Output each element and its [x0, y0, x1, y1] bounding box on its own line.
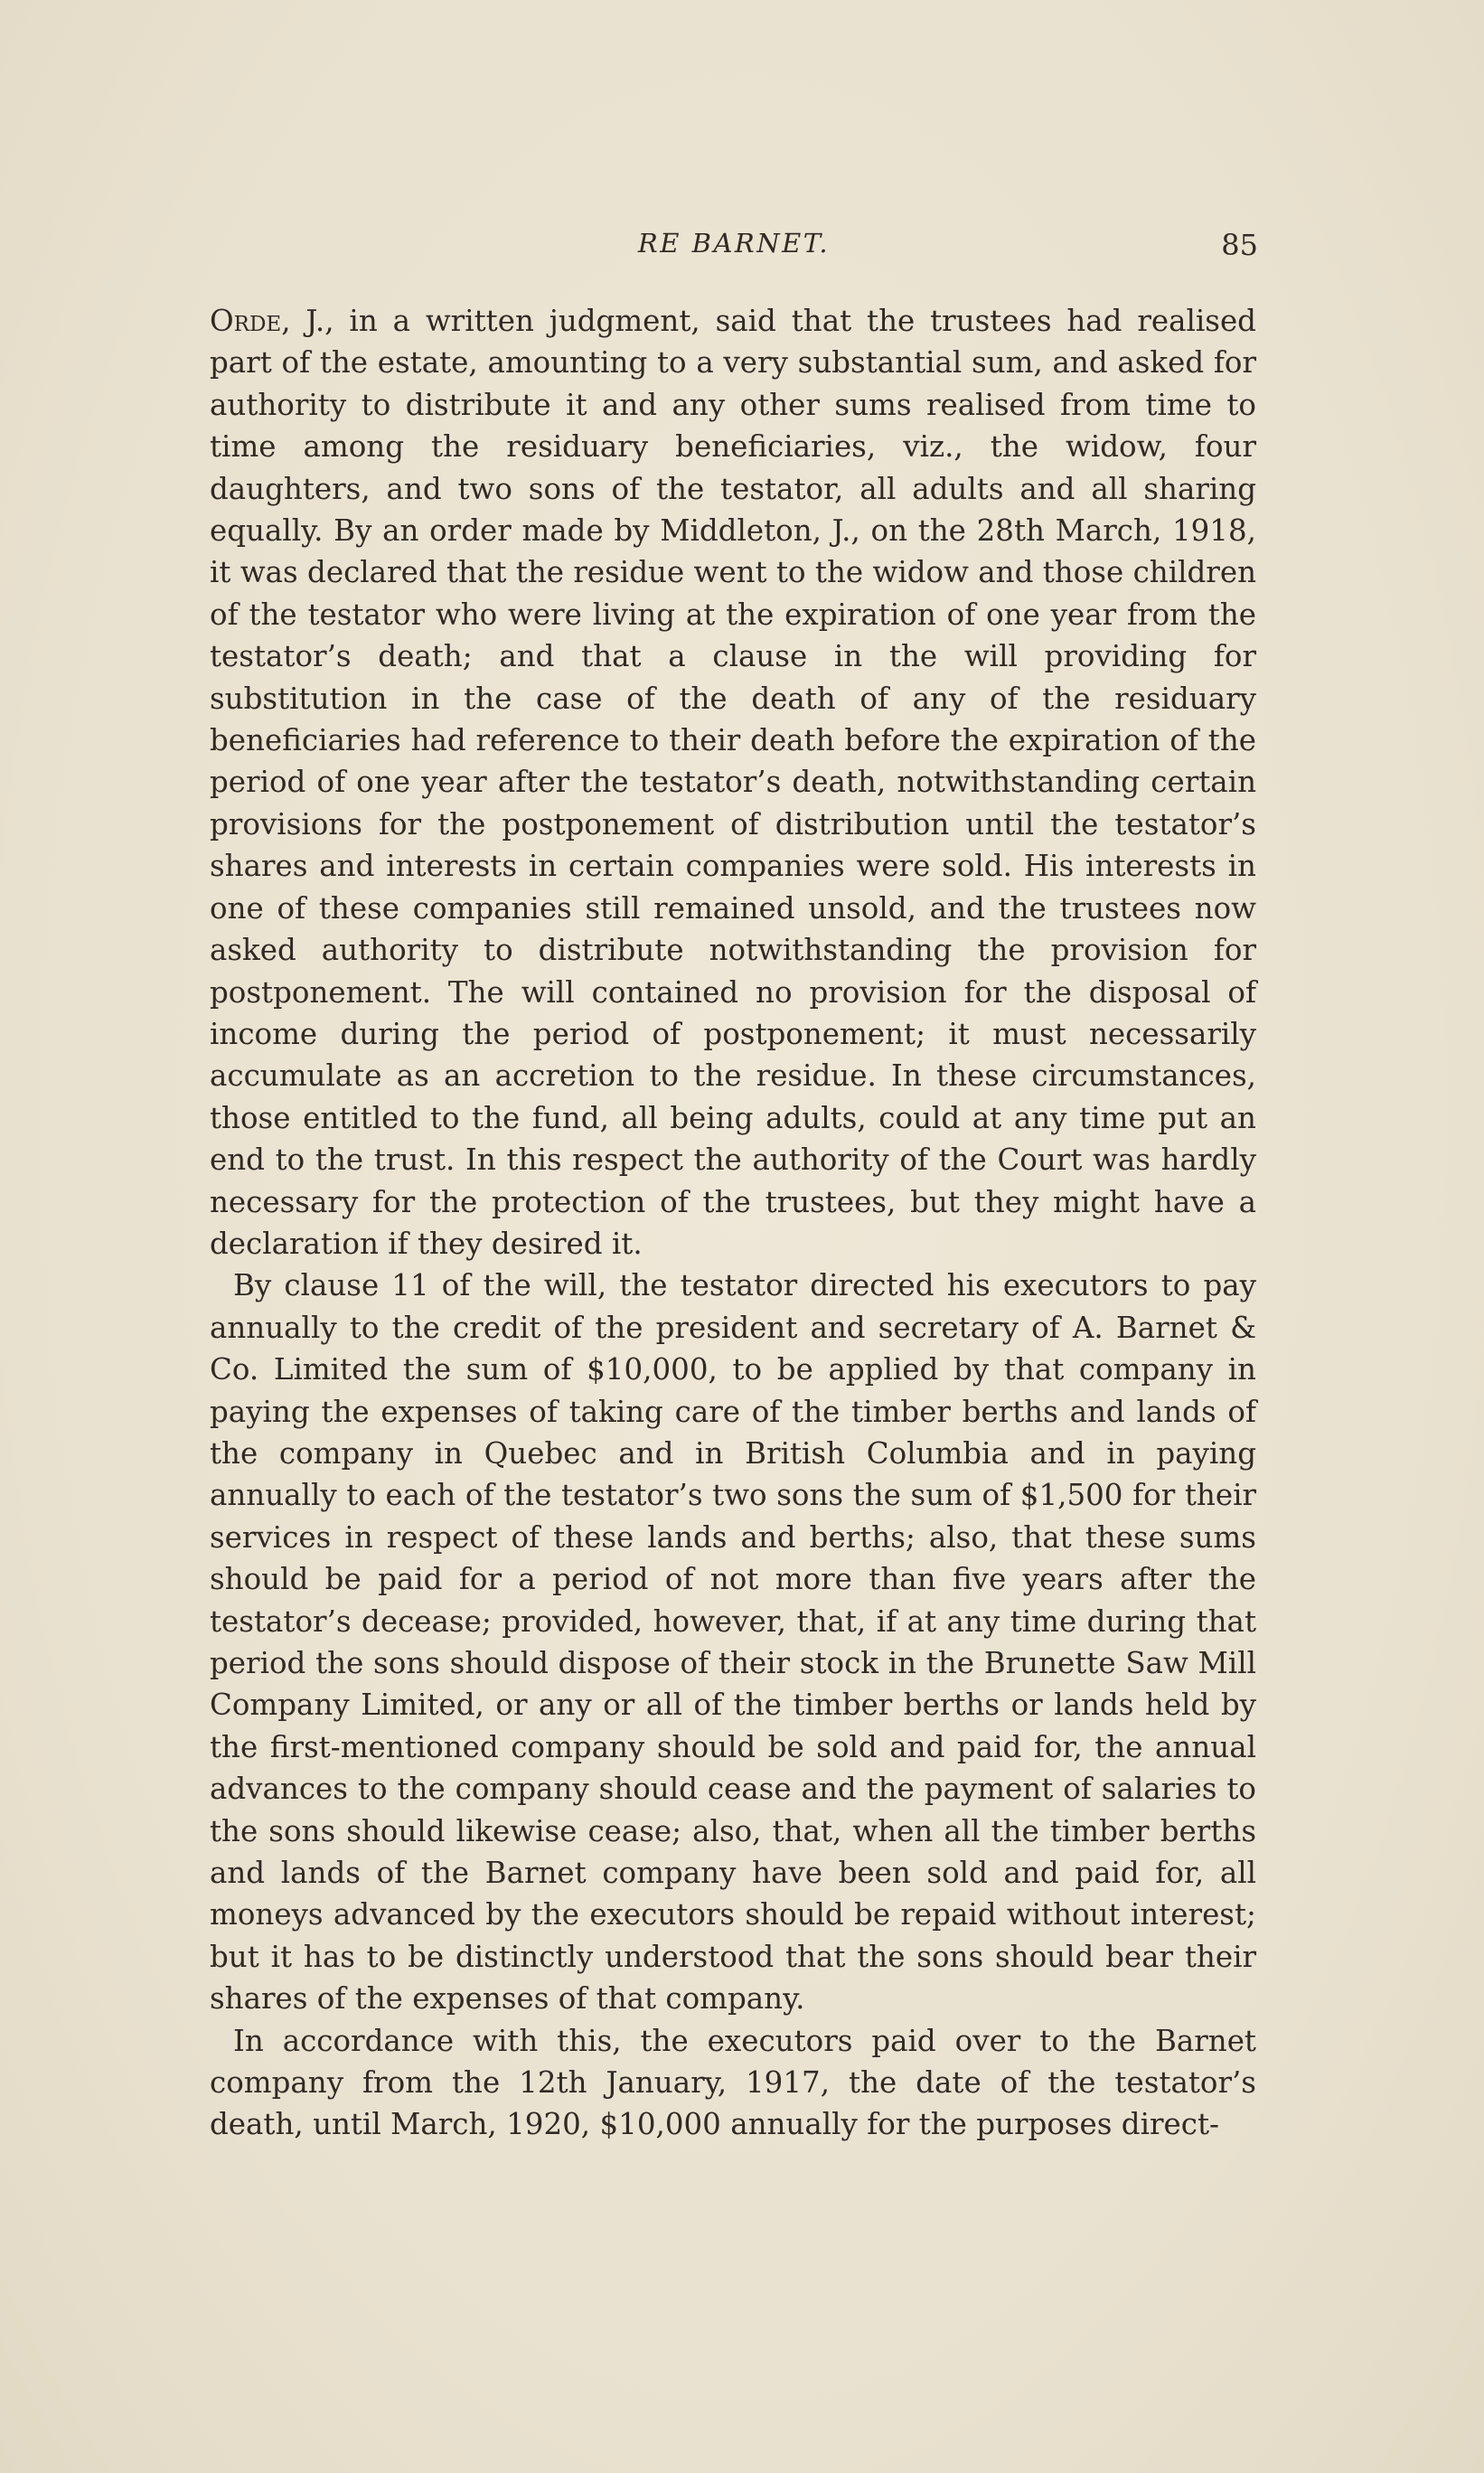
page-header — [210, 228, 1258, 268]
paragraph-1 — [210, 300, 1256, 1265]
judge-name: Orde — [210, 304, 282, 338]
page-number: 85 — [1221, 228, 1258, 262]
paragraph-3: In accordance with this, the executors paid over to the Barnet company from the 12th January, 1917, the date of the testator’s death, until March, 1920, $10,000 annually for the purposes direct- — [210, 2023, 1256, 2142]
running-title: RE BARNET. — [637, 228, 831, 259]
body-text — [210, 300, 1256, 2146]
paragraph-2: By clause 11 of the will, the testator directed his executors to pay annually to the credit of the president and secretary of A. Barnet & Co. Limited the sum of $10,000, to be applied by that company in paying the expenses of taking care of the timber berths and lands of the company in Quebec and in British Columbia and in paying annually to each of the testator’s two sons the sum of $1,500 for their services in respect of these lands and berths; also, that these sums should be paid for a period of not more than five years after the testator’s decease; provided, however, that, if at any time during that period the sons should dispose of their stock in the Brunette Saw Mill Company Limited, or any or all of the timber berths or lands held by the first-mentioned company should be sold and paid for, the annual advances to the company should cease and the payment of salaries to the sons should likewise cease; also, that, when all the timber berths and lands of the Barnet company have been sold and paid for, all moneys advanced by the executors should be repaid without interest; but it has to be distinctly understood that the sons should bear their shares of the expenses of that company. — [210, 1268, 1256, 2017]
paragraph-1-text: , J., in a written judgment, said that the trustees had realised part of the estate, amounting to a very substantial sum, and asked for authority to distribute it and any other sums realised from time to time among the residuary beneficiaries, viz., the widow, four daughters, and two sons of the testator, all adults and all sharing equally. By an order made by Middleton, J., on the 28th March, 1918, it was declared that the residue went to the widow and those children of the testator who were living at the expiration of one year from the testator’s death; and that a clause in the will providing for substitution in the case of the death of any of the residuary beneficiaries had reference to their death before the expiration of the period of one year after the testator’s death, notwithstanding certain provisions for the postponement of distribution until the testator’s shares and interests in certain companies were sold. His interests in one of these companies still remained unsold, and the trustees now asked authority to distribute notwithstanding the provision for postponement. The will contained no provision for the disposal of income during the period of postponement; it must necessarily accumulate as an accretion to the residue. In these circumstances, those entitled to the fund, all being adults, could at any time put an end to the trust. In this respect the authority of the Court was hardly necessary for the protection of the trustees, but they might have a declaration if they desired it. — [210, 304, 1256, 1261]
